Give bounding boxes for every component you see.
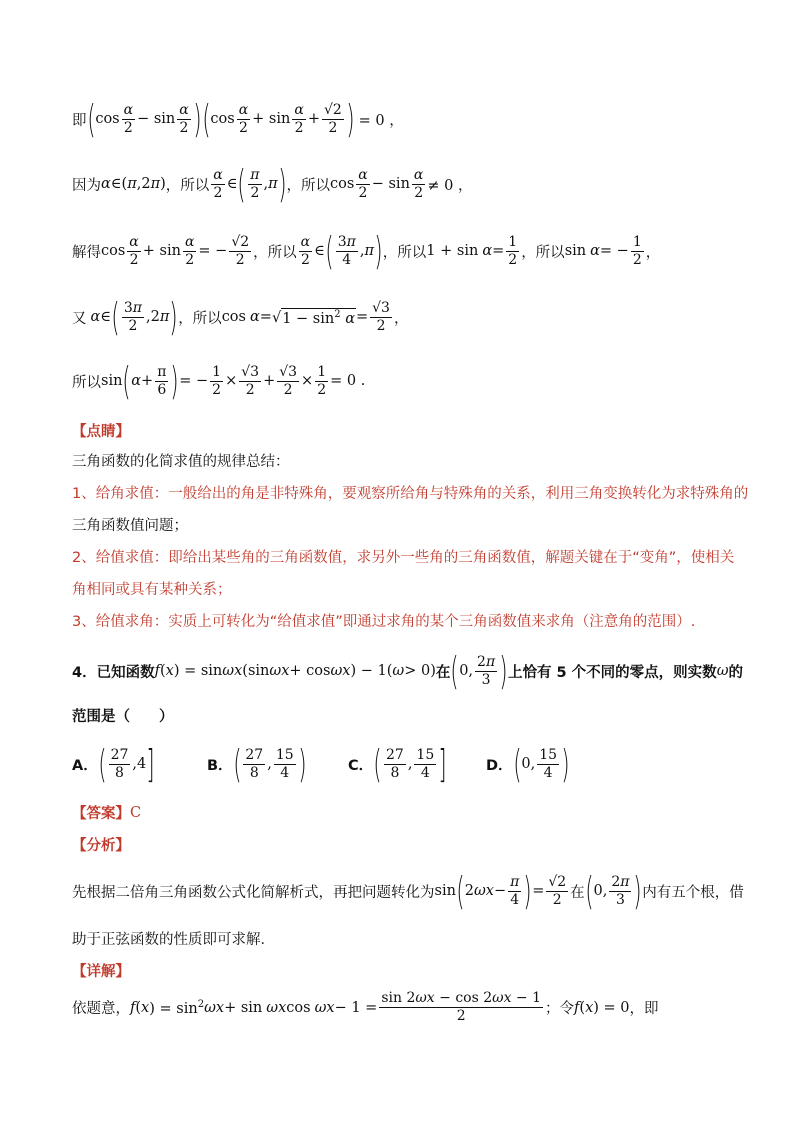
analysis-line-1: 先根据二倍角三角函数公式化简解析式，再把问题转化为 sin ( 2 ωx − $\frac{\pi}{4}$ ) = $\frac{√2}{2}$ 在 ( 0, $\frac{2\pi}{3}$ ) 内有五个根，借 xyxy=(72,869,744,913)
text: ，所以 xyxy=(521,244,565,261)
choice-b[interactable]: B． ( $\frac{27}{8}$ , $\frac{15}{4}$ ) xyxy=(207,742,307,786)
equation-line-2: 因为 α ∈( π ,2 π ) ，所以 $\frac{\alpha}{2}$ ∈ ( $\frac{\pi}{2}$ , π ) ，所以 cos $\frac{\alpha}{2}$ − sin $\frac{\alpha}{2}$ ≠ 0 ， xyxy=(72,162,473,206)
equation-line-3: 解得 cos $\frac{\alpha}{2}$ + sin $\frac{\alpha}{2}$ = − $\frac{√2}{2}$ ，所以 $\frac{\alpha}{2}$ ∈ ( $\frac{3\pi}{4}$ , π ) ，所以 1 + sin α = $\frac{1}{2}$ ，所以 sin α = − $\frac{1}{2}$ ， xyxy=(72,229,661,273)
equation-line-4: 又 α ∈ ( $\frac{3\pi}{2}$ ,2 π ) ，所以 cos α = √ $1 - \sin^2 \alpha$ = $\frac{√3}{2}$ ， xyxy=(72,295,409,339)
dianjing-item-1b: 三角函数值问题； xyxy=(72,518,188,534)
text: 即 xyxy=(72,112,87,129)
analysis-heading: 【分析】 xyxy=(72,838,130,854)
text: ，所以 xyxy=(253,244,297,261)
question-line-1: 4． 已知函数 f ( x ) = sin ωx (sin ωx + cos ωx ) − 1( ω > 0) 在 ( 0, $\frac{2\pi}{3}$ ) 上恰有 5 个不同的零点，则实数 ω 的 xyxy=(72,649,744,693)
text: 解得 xyxy=(72,244,101,261)
text: = 0 . xyxy=(330,373,366,389)
detail-heading: 【详解】 xyxy=(72,964,130,980)
answer-line: 【答案】 C xyxy=(72,804,142,822)
text: 所以 xyxy=(72,374,101,391)
dianjing-title: 三角函数的化简求值的规律总结： xyxy=(72,454,290,470)
equation-line-5: 所以 sin ( α + $\frac{\pi}{6}$ ) = − $\frac{1}{2}$ × $\frac{√3}{2}$ + $\frac{√3}{2}$ × $\frac{1}{2}$ = 0 . xyxy=(72,359,366,403)
dianjing-item-2b: 角相同或具有某种关系； xyxy=(72,582,232,598)
answer-value: C xyxy=(130,804,142,821)
dianjing-heading: 【点睛】 xyxy=(72,424,130,440)
detail-line-1: 依题意， f ( x ) = $\sin^2$ ωx + sin ωx cos ωx − 1 = $\frac{\sin 2\omega x - \cos 2\omega x - 1}{2}$ ；令 f ( x ) = 0 ，即 xyxy=(72,990,659,1024)
text: ，所以 xyxy=(286,177,330,194)
choice-a[interactable]: A． ( $\frac{27}{8}$ ,4 ] xyxy=(72,742,155,786)
text: 又 xyxy=(72,310,87,327)
dianjing-item-2a: 2、给值求值：即给出某些角的三角函数值，求另外一些角的三角函数值，解题关键在于“变角”，使相关 xyxy=(72,550,735,566)
text: ， xyxy=(393,310,409,327)
dianjing-item-1a: 1、给角求值：一般给出的角是非特殊角，要观察所给角与特殊角的关系，利用三角变换转化为求特殊角的 xyxy=(72,486,749,502)
choice-c[interactable]: C． ( $\frac{27}{8}$ , $\frac{15}{4}$ ] xyxy=(348,742,447,786)
text: ，所以 xyxy=(165,177,210,194)
dianjing-item-3: 3、给值求角：实质上可转化为“给值求值”即通过求角的某个三角函数值来求角（注意角的范围）. xyxy=(72,614,696,630)
analysis-line-2: 助于正弦函数的性质即可求解． xyxy=(72,932,275,948)
text: ， xyxy=(645,244,661,261)
text: ，所以 xyxy=(382,244,427,261)
text: ≠ 0 ， xyxy=(427,177,473,194)
text: 因为 xyxy=(72,177,101,194)
text: = 0 ， xyxy=(358,112,404,129)
text: ，所以 xyxy=(178,310,222,327)
choice-d[interactable]: D． ( 0, $\frac{15}{4}$ ) xyxy=(486,742,570,786)
equation-line-1: 即 ( cos $\frac{\alpha}{2}$ − sin $\frac{\alpha}{2}$ ) ( cos $\frac{\alpha}{2}$ + sin $\frac{\alpha}{2}$ + $\frac{√2}{2}$ ) = 0 ， xyxy=(72,97,404,141)
question-line-2: 范围是（ ） xyxy=(72,709,174,725)
